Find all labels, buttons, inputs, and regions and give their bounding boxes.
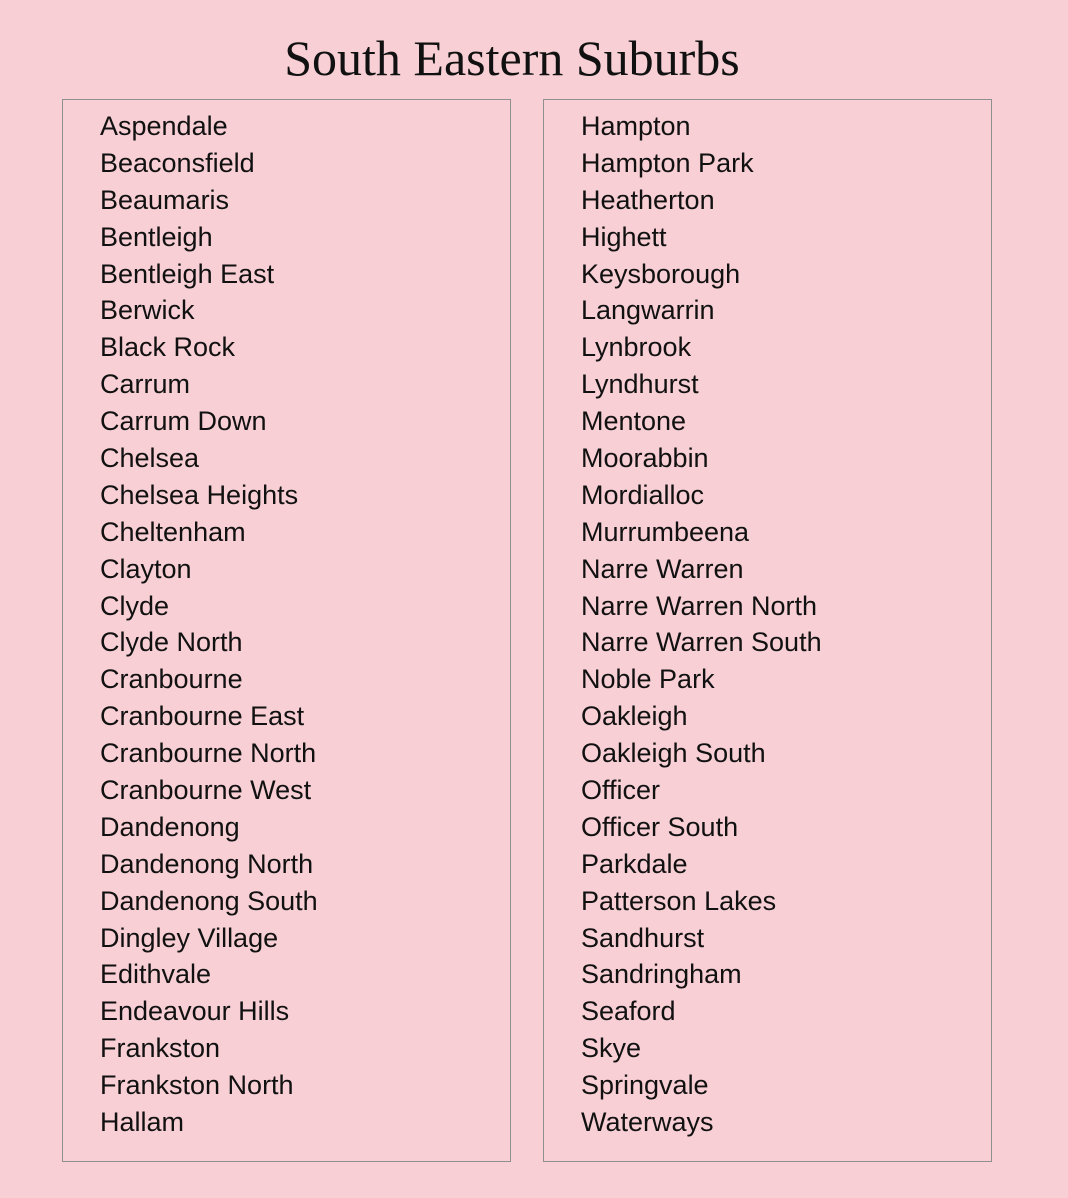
list-item: Endeavour Hills: [100, 996, 290, 1027]
list-item: Waterways: [581, 1107, 714, 1138]
list-item: Heatherton: [581, 184, 715, 215]
list-item: Frankston North: [100, 1070, 294, 1101]
list-item: Bentleigh: [100, 221, 213, 252]
list-item: Dandenong North: [100, 848, 314, 879]
list-item: Skye: [581, 1033, 642, 1064]
list-item: Officer South: [581, 811, 739, 842]
list-item: Dandenong: [100, 811, 240, 842]
list-item: Oakleigh South: [581, 738, 766, 769]
list-item: Aspendale: [100, 111, 228, 141]
list-item: Black Rock: [100, 332, 236, 363]
list-item: Narre Warren: [581, 553, 744, 584]
list-item: Highett: [581, 221, 667, 252]
list-item: Dingley Village: [100, 922, 279, 953]
list-item: Hampton Park: [581, 147, 754, 178]
suburb-list: [544, 100, 991, 1141]
list-item: Keysborough: [581, 258, 741, 289]
list-item: Lyndhurst: [581, 369, 699, 400]
list-item: Dandenong South: [100, 885, 318, 916]
list-item: Carrum: [100, 369, 191, 400]
list-item: Seaford: [581, 996, 676, 1027]
list-item: Parkdale: [581, 848, 688, 879]
list-item: Clayton: [100, 553, 192, 584]
list-item: Clyde: [100, 590, 170, 621]
list-item: Officer: [581, 775, 661, 806]
list-item: Patterson Lakes: [581, 885, 777, 916]
list-item: Lynbrook: [581, 332, 692, 363]
list-item: Chelsea Heights: [100, 479, 299, 510]
list-item: Bentleigh East: [100, 258, 275, 289]
list-item: Chelsea: [100, 443, 200, 474]
list-item: Cranbourne North: [100, 738, 317, 769]
list-item: Carrum Down: [100, 406, 267, 437]
list-item: Mordialloc: [581, 479, 705, 510]
list-item: Narre Warren South: [581, 627, 822, 658]
suburb-list: [63, 100, 510, 1141]
suburb-list-right: [543, 99, 992, 1162]
list-item: Mentone: [581, 406, 687, 437]
list-item: Cranbourne East: [100, 701, 305, 732]
list-item: Edithvale: [100, 959, 212, 990]
suburb-list-left: [62, 99, 511, 1162]
list-item: Narre Warren North: [581, 590, 818, 621]
list-item: Cheltenham: [100, 516, 246, 547]
list-item: Murrumbeena: [581, 516, 750, 547]
page-title: South Eastern Suburbs: [284, 30, 740, 86]
list-item: Clyde North: [100, 627, 243, 658]
list-item: Beaumaris: [100, 184, 230, 215]
list-item: Beaconsfield: [100, 147, 255, 178]
list-item: Moorabbin: [581, 443, 709, 474]
list-item: Cranbourne: [100, 664, 243, 695]
list-item: Langwarrin: [581, 295, 715, 326]
list-item: Sandhurst: [581, 922, 705, 953]
list-item: Hampton: [581, 111, 691, 141]
list-item: Springvale: [581, 1070, 709, 1101]
list-item: Noble Park: [581, 664, 715, 695]
list-item: Hallam: [100, 1107, 185, 1138]
list-item: Oakleigh: [581, 701, 688, 732]
list-item: Berwick: [100, 295, 195, 326]
list-item: Sandringham: [581, 959, 742, 990]
list-item: Cranbourne West: [100, 775, 312, 806]
list-item: Frankston: [100, 1033, 221, 1064]
